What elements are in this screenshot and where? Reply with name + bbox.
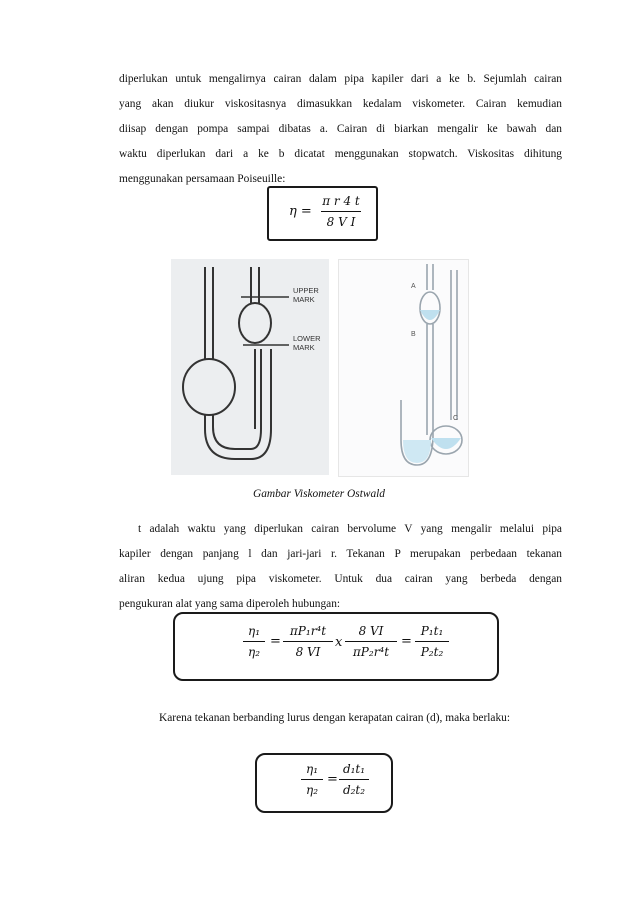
label-a: A (411, 283, 416, 290)
svg-text:MARK: MARK (293, 295, 315, 304)
text-line: Karena tekanan berbanding lurus dengan kerapatan cairan (d), maka berlaku: (159, 712, 511, 724)
paragraph-description (119, 517, 562, 617)
times-sign: x (335, 635, 343, 650)
text-line: aliran kedua ujung pipa viskometer. Untuk dua cairan yang berbeda dengan (119, 573, 562, 585)
poiseuille-ratio-fraction-2: 8 VI πP₂r⁴t (345, 623, 397, 660)
text-line: t adalah waktu yang diperlukan cairan bervolume V yang mengalir melalui pipa (138, 523, 562, 535)
svg-text:MARK: MARK (293, 343, 315, 352)
text-line: pengukuran alat yang sama diperoleh hubungan: (119, 598, 341, 610)
text-line: kapiler dengan panjang l dan jari-jari r. Tekanan P merupakan perbedaan tekanan (119, 548, 562, 560)
poiseuille-equation-box (267, 186, 378, 241)
figure-caption: Gambar Viskometer Ostwald (252, 488, 386, 500)
denominator: 8 V I (326, 215, 356, 229)
text-line: diisap dengan pompa sampai dibatas a. Cairan di biarkan mengalir ke bawah dan (119, 123, 562, 135)
pressure-time-fraction: P₁t₁ P₂t₂ (415, 623, 449, 660)
eta-ratio-fraction: η₁ η₂ (243, 623, 265, 660)
paragraph-density (159, 706, 562, 731)
ratio-equation-box: η₁ η₂ = πP₁r⁴t 8 VI x 8 VI πP₂r⁴t = P₁t₁ P₂t₂ (173, 612, 499, 681)
upper-mark-label: UPPER (293, 286, 319, 295)
eta-ratio-fraction: η₁ η₂ (301, 761, 323, 798)
text-line: yang akan diukur viskositasnya dimasukkan kedalam viskometer. Cairan kemudian (119, 98, 562, 110)
density-time-fraction: d₁t₁ d₂t₂ (339, 761, 369, 798)
lower-mark-label: LOWER (293, 334, 321, 343)
label-c: C (453, 415, 459, 422)
label-b: B (411, 331, 416, 338)
text-line: menggunakan persamaan Poiseuille: (119, 173, 286, 185)
text-line: waktu diperlukan dari a ke b dicatat menggunakan stopwatch. Viskositas dihitung (119, 148, 562, 160)
viscometer-diagram-right (338, 259, 469, 477)
eta-equals: η = (289, 204, 312, 219)
poiseuille-fraction (321, 193, 361, 230)
density-equation-box: η₁ η₂ = d₁t₁ d₂t₂ (255, 753, 393, 813)
paragraph-intro (119, 67, 562, 192)
numerator: π r 4 t (322, 194, 360, 208)
text-line: diperlukan untuk mengalirnya cairan dalam pipa kapiler dari a ke b. Sejumlah cairan (119, 73, 562, 85)
poiseuille-ratio-fraction-1: πP₁r⁴t 8 VI (283, 623, 333, 660)
viscometer-diagram-left (171, 259, 329, 475)
